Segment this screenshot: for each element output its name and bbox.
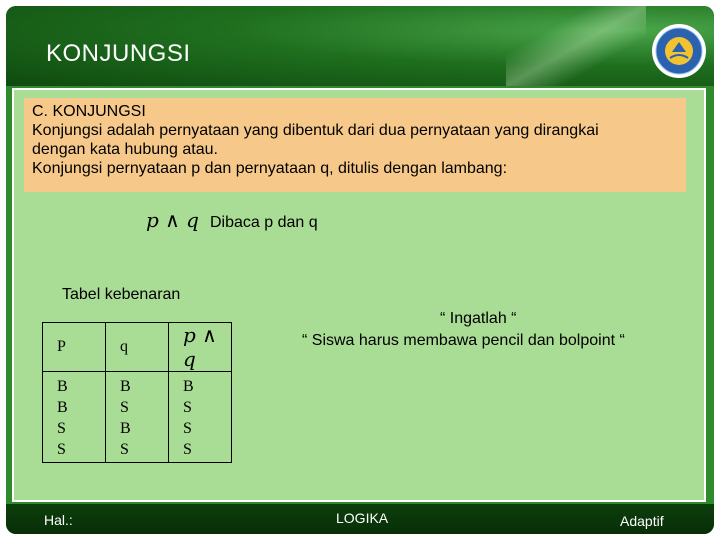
- reminder-title: “ Ingatlah “: [440, 310, 517, 327]
- slide-content: [12, 88, 706, 502]
- definition-line: dengan kata hubung atau.: [32, 141, 218, 158]
- table-cell: B: [120, 420, 131, 437]
- table-cell: B: [183, 378, 194, 395]
- table-header: [169, 323, 232, 372]
- slide-title: KONJUNGSI: [46, 40, 191, 67]
- table-cell: S: [120, 441, 129, 458]
- definition-line: Konjungsi pernyataan p dan pernyataan q, ditulis dengan lambang:: [32, 160, 508, 177]
- table-cell: S: [183, 441, 192, 458]
- table-cell: S: [57, 420, 66, 437]
- slide-footer: [6, 504, 714, 534]
- reminder-text: “ Siswa harus membawa pencil dan bolpoint “: [302, 332, 625, 349]
- table-header-formula: p ∧ q: [183, 323, 217, 371]
- footer-category: Adaptif: [620, 513, 664, 529]
- slide-header: [6, 6, 714, 86]
- slide-frame: [6, 6, 714, 534]
- table-header: q: [106, 323, 169, 372]
- table-column: [169, 372, 232, 463]
- table-cell: S: [183, 420, 192, 437]
- table-column: [106, 372, 169, 463]
- ministry-emblem-icon: [650, 22, 708, 80]
- table-cell: B: [120, 378, 131, 395]
- table-column: [43, 372, 106, 463]
- table-cell: B: [57, 378, 68, 395]
- definition-box: [24, 98, 686, 192]
- table-cell: S: [57, 441, 66, 458]
- table-header: P: [43, 323, 106, 372]
- definition-heading: C. KONJUNGSI: [32, 103, 146, 120]
- conjunction-symbol: p ∧ q: [146, 208, 199, 232]
- table-cell: B: [57, 399, 68, 416]
- truth-table: [42, 322, 232, 463]
- truth-table-label: Tabel kebenaran: [62, 286, 181, 303]
- header-decoration: [506, 6, 646, 86]
- page-label: Hal.:: [44, 512, 73, 528]
- table-cell: S: [120, 399, 129, 416]
- definition-line: Konjungsi adalah pernyataan yang dibentuk dari dua pernyataan yang dirangkai: [32, 122, 599, 139]
- symbol-reading: Dibaca p dan q: [210, 214, 318, 231]
- table-cell: S: [183, 399, 192, 416]
- footer-topic: LOGIKA: [336, 510, 389, 526]
